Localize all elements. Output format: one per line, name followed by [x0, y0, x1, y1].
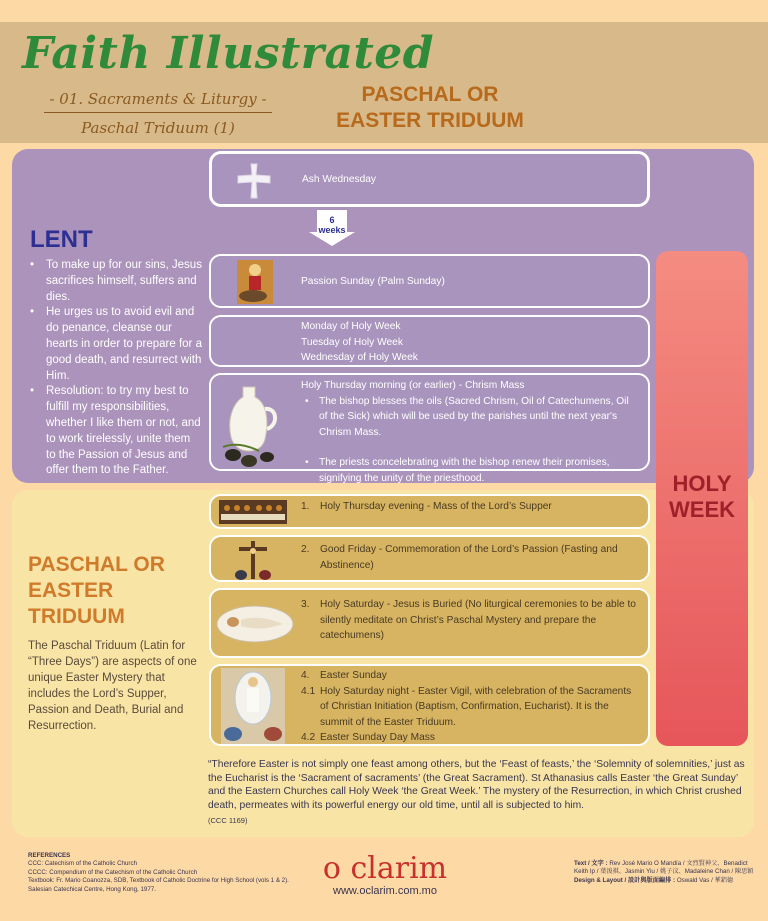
gap-number: 6 — [329, 215, 335, 225]
chrism-mass-text — [301, 378, 640, 486]
easter-text — [301, 668, 640, 746]
brand-title: Faith Illustrated — [22, 28, 435, 79]
series-line-2: Paschal Triduum (1) — [81, 119, 235, 137]
easter-label: Easter Sunday Day Mass — [320, 732, 435, 743]
lent-title: LENT — [30, 226, 93, 253]
lent-point: • He urges us to avoid evil and do penance, cleanse our hearts in order to prepare for a good death, and resurrect with Him. — [30, 305, 202, 384]
day-number: 2. — [301, 544, 310, 555]
lent-point: • Resolution: to try my best to fulfill my responsibilities, whether I like them or not, and to work tirelessly, unite them to the Passion of Jesus and offer them to the Father. — [30, 384, 202, 479]
quote-text: “Therefore Easter is not simply one feast among others, but the ‘Feast of feasts,’ the ‘Solemnity of solemnities,’ just as the Eucharist is the ‘Sacrament of sacraments’ (the Great Sacrament). St Athanasius calls Easter ‘the Great Sunday’ and the Eastern Churches call Holy Week ‘the Great Week.’ The mystery of the Resurrection, in which Christ crushed death, permeates with its powerful energy our old time, until all is subjected to him. — [208, 759, 745, 811]
day-number: 1. — [301, 501, 310, 512]
page-title: PASCHAL OR EASTER TRIDUUM — [336, 83, 524, 132]
good-friday-box — [209, 535, 650, 582]
gap-unit: weeks — [318, 225, 346, 235]
easter-item — [301, 684, 640, 731]
credits-text-value: Rev José Mario O Mandía / 文烈賢神父、Benadict Keith Ip / 葉浚祺、Jasmin Yiu / 姚子汶、Madaleine Chan / 陳思穎 — [574, 860, 754, 876]
easter-number: 4. — [301, 670, 310, 681]
holy-week-label: HOLY WEEK — [669, 471, 735, 522]
easter-label: Holy Saturday night - Easter Vigil, with celebration of the Sacraments of Christian Initiation (Baptism, Confirmation, Eucharist). It is the summit of the Easter Triduum. — [320, 685, 632, 728]
holy-thursday-box — [209, 494, 650, 529]
easter-sunday-box — [209, 664, 650, 746]
ccc-quote — [208, 758, 748, 828]
oil-jar-icon — [219, 381, 283, 467]
palm-sunday-label: Passion Sunday (Palm Sunday) — [301, 276, 445, 287]
six-weeks-label — [309, 215, 355, 235]
day-2-text — [301, 542, 640, 573]
crucifix-icon — [231, 539, 275, 581]
day-1-text — [301, 499, 640, 515]
reference-line: CCC: Catechism of the Catholic Church — [28, 860, 138, 868]
series-line-1: - 01. Sacraments & Liturgy - — [44, 90, 272, 113]
reference-line: CCCC: Compendium of the Catechism of the Catholic Church — [28, 868, 198, 876]
lent-points — [30, 258, 202, 479]
easter-number: 4.1 — [301, 685, 316, 697]
day-3-text — [301, 597, 640, 644]
chrism-points — [301, 394, 640, 487]
palm-sunday-box — [209, 254, 650, 308]
website-link[interactable]: www.oclarim.com.mo — [333, 885, 437, 897]
weekday-item: Tuesday of Holy Week — [301, 336, 403, 348]
weekday-list — [301, 319, 640, 366]
weekday-item: Monday of Holy Week — [301, 321, 401, 332]
triduum-description: The Paschal Triduum (Latin for “Three Days”) are aspects of one unique Easter Mystery that includes the Lord’s Supper, Passion and Death, Burial and Resurrection. — [28, 640, 197, 732]
day-number: 3. — [301, 599, 310, 610]
easter-label: Easter Sunday — [320, 670, 387, 681]
triduum-title: PASCHAL OR EASTER TRIDUUM — [28, 553, 165, 628]
ash-cross-icon — [234, 162, 274, 200]
logo-name: o clarim — [322, 851, 448, 886]
references — [28, 852, 298, 894]
chrism-point: • The bishop blesses the oils (Sacred Chrism, Oil of Catechumens, Oil of the Sick) which will be used by the parishes until the next year's Chrism Mass. — [301, 394, 640, 441]
credits-design-value: Oswald Vas / 華鋁德 — [676, 876, 734, 884]
references-heading: REFERENCES — [28, 852, 71, 859]
chrism-mass-title: Holy Thursday morning (or earlier) - Chrism Mass — [301, 380, 525, 391]
last-supper-icon — [219, 500, 287, 524]
chrism-point: • The priests concelebrating with the bishop renew their promises, signifying the unity of the priesthood. — [301, 455, 640, 486]
credits — [574, 860, 760, 885]
day-label: Holy Saturday - Jesus is Buried (No liturgical ceremonies to be able to silently meditate on Christ’s Paschal Mystery and prepare the catechumens) — [320, 599, 636, 641]
easter-item — [301, 668, 640, 684]
credits-design-label: Design & Layout / 設計與版面編排 : — [574, 876, 676, 884]
palm-sunday-icon — [235, 258, 275, 306]
ash-wednesday-box — [209, 151, 650, 207]
ash-wednesday-label: Ash Wednesday — [302, 174, 376, 185]
resurrection-icon — [221, 668, 285, 744]
lent-point: • To make up for our sins, Jesus sacrifices himself, suffers and dies. — [30, 258, 202, 305]
holy-weekdays-box — [209, 315, 650, 367]
burial-icon — [215, 600, 295, 646]
weekday-item: Wednesday of Holy Week — [301, 352, 418, 363]
day-label: Good Friday - Commemoration of the Lord’s Passion (Fasting and Abstinence) — [320, 544, 618, 571]
easter-item — [301, 730, 640, 746]
chrism-mass-box — [209, 373, 650, 484]
credits-text-label: Text / 文字 : — [574, 860, 608, 867]
day-label: Holy Thursday evening - Mass of the Lord’s Supper — [320, 501, 552, 512]
series-label — [44, 90, 272, 137]
holy-saturday-box — [209, 588, 650, 658]
oclarim-logo — [320, 851, 450, 897]
reference-line: Textbook: Fr. Mario Coanozza, SDB, Textbook of Catholic Doctrine for High School (vols 1 & 2). Salesian Catechical Centre, Hong Kong, 1977. — [28, 877, 289, 893]
easter-number: 4.2 — [301, 732, 316, 743]
quote-reference: (CCC 1169) — [208, 816, 248, 825]
header-banner — [0, 22, 768, 143]
